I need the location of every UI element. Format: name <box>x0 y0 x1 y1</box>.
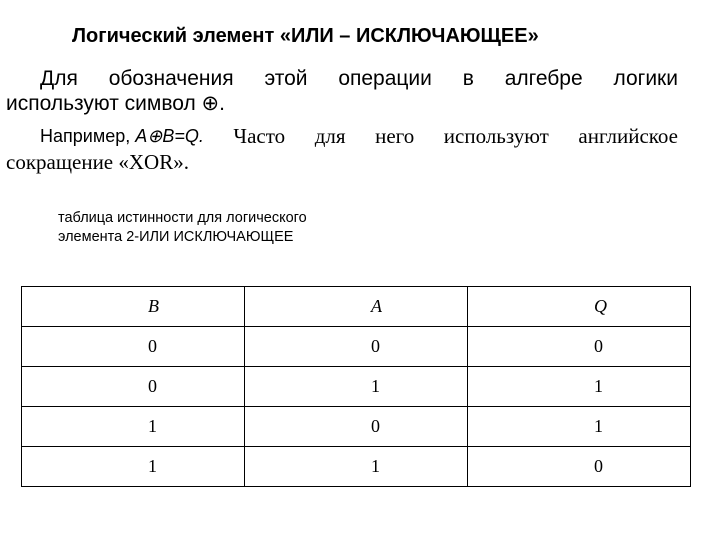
word: используют <box>443 124 549 148</box>
header-b: B <box>22 287 245 327</box>
word: этой <box>264 67 308 90</box>
caption-line-1: таблица истинности для логического <box>58 210 307 226</box>
table-row <box>22 327 691 367</box>
word: операции <box>338 67 432 90</box>
cell-a: 1 <box>245 367 468 407</box>
word: Часто <box>233 124 286 148</box>
example-lead-text: Например, <box>40 126 131 146</box>
word: обозначения <box>108 67 234 90</box>
cell-q: 0 <box>468 447 691 487</box>
table-row <box>22 367 691 407</box>
table-row <box>22 447 691 487</box>
word: алгебре <box>504 67 583 90</box>
example-line-1 <box>6 123 678 149</box>
word: логики <box>613 67 678 90</box>
cell-q: 1 <box>468 367 691 407</box>
caption-line-2: элемента 2-ИЛИ ИСКЛЮЧАЮЩЕЕ <box>58 229 294 245</box>
word: Для <box>40 67 78 90</box>
word: в <box>462 67 474 90</box>
cell-a: 1 <box>245 447 468 487</box>
example-line-2: сокращение «XOR». <box>6 150 189 174</box>
example-paragraph <box>6 123 678 175</box>
cell-a: 0 <box>245 327 468 367</box>
cell-b: 0 <box>22 367 245 407</box>
intro-line-1 <box>6 66 678 91</box>
table-header-row <box>22 287 691 327</box>
header-a: A <box>245 287 468 327</box>
table-row <box>22 407 691 447</box>
header-q: Q <box>468 287 691 327</box>
cell-b: 1 <box>22 447 245 487</box>
truth-table <box>21 286 691 487</box>
cell-b: 0 <box>22 327 245 367</box>
cell-q: 0 <box>468 327 691 367</box>
cell-b: 1 <box>22 407 245 447</box>
xor-formula: A⊕B=Q. <box>135 126 204 146</box>
table-caption <box>58 209 398 247</box>
intro-paragraph <box>6 66 678 116</box>
cell-q: 1 <box>468 407 691 447</box>
word: него <box>375 124 415 148</box>
intro-line-2: используют символ ⊕. <box>6 92 225 115</box>
word: для <box>314 124 346 148</box>
example-lead <box>40 123 204 149</box>
page-title: Логический элемент «ИЛИ – ИСКЛЮЧАЮЩЕЕ» <box>72 25 539 47</box>
cell-a: 0 <box>245 407 468 447</box>
word: английское <box>578 124 678 148</box>
